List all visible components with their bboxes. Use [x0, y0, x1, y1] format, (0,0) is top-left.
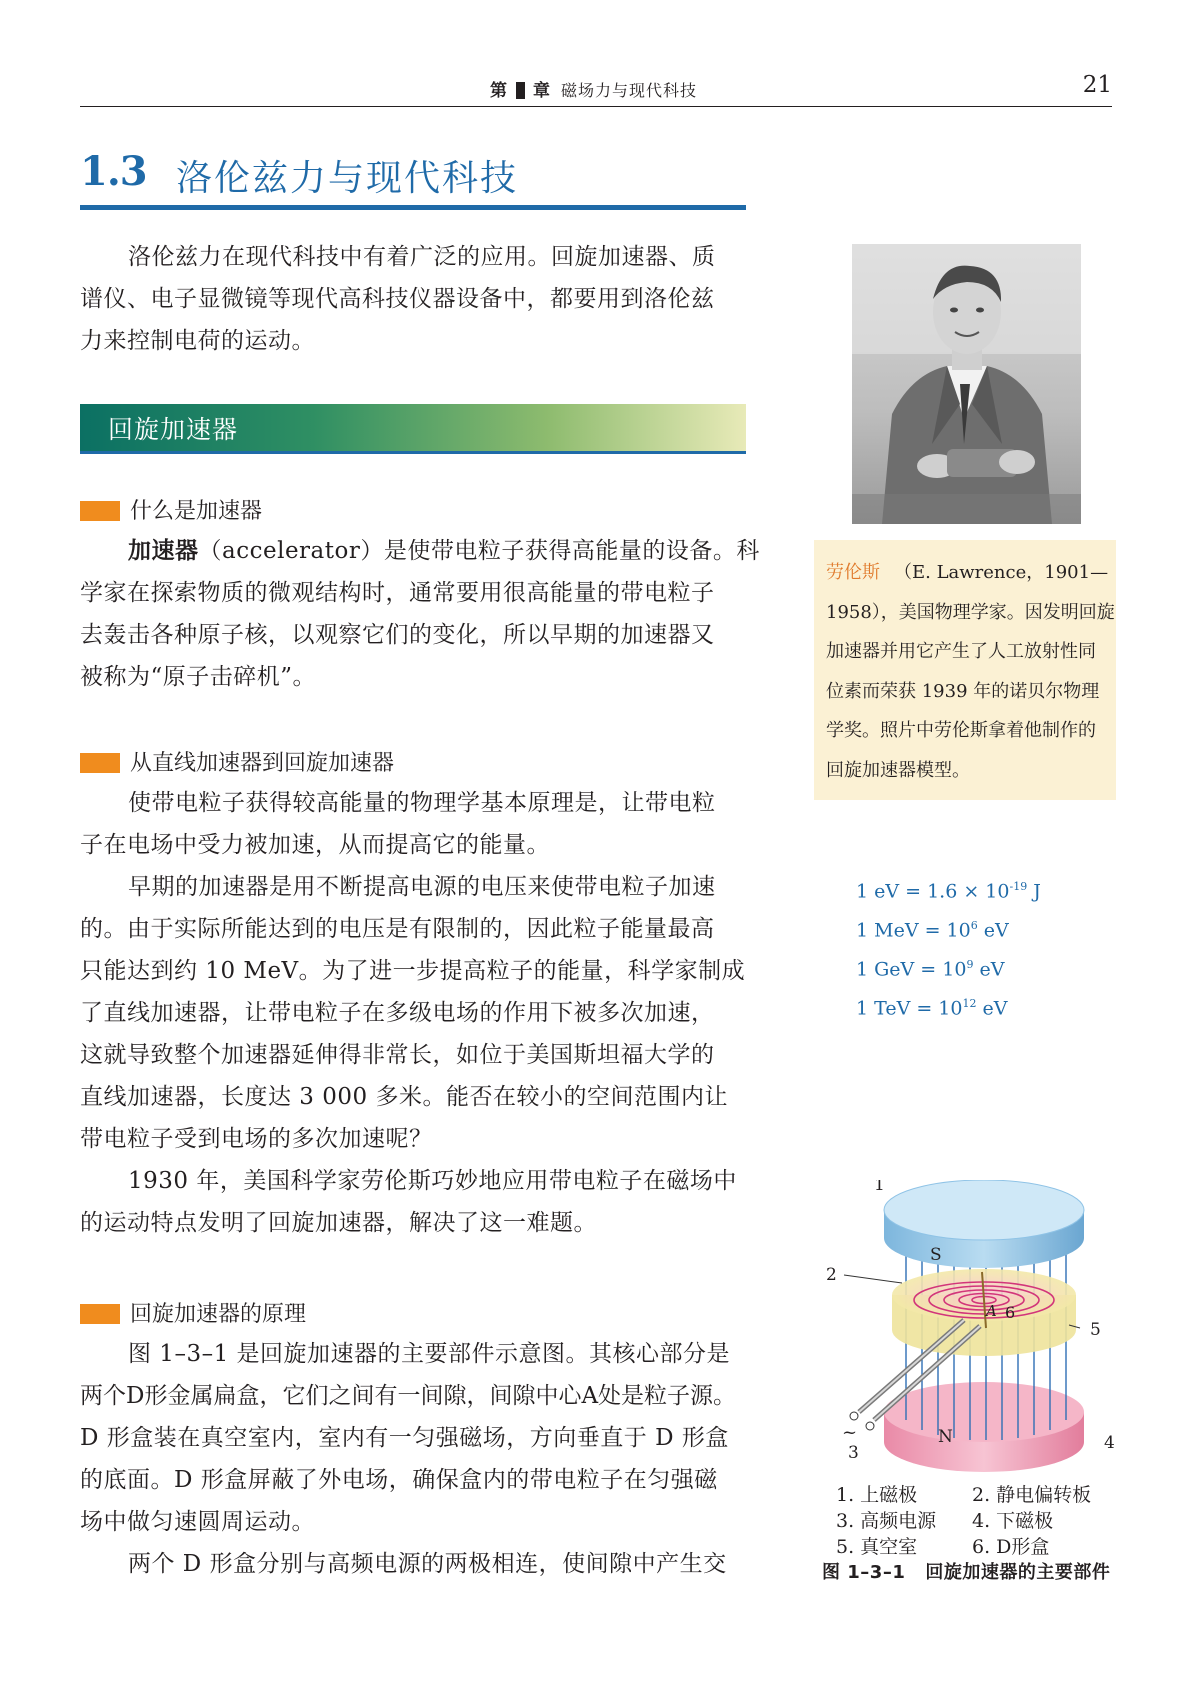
unit-ev [856, 880, 1041, 902]
para-line: 这就导致整个加速器延伸得非常长，如位于美国斯坦福大学的 [80, 1042, 715, 1068]
unit-rhs: J [1027, 880, 1041, 903]
figure-label-3: 3 [848, 1443, 859, 1463]
orange-marker [80, 753, 120, 773]
intro-line: 谱仪、电子显微镜等现代高科技仪器设备中，都要用到洛伦兹 [80, 286, 715, 312]
figure-label-A: A [986, 1302, 997, 1320]
para-line: 直线加速器，长度达 3 000 多米。能否在较小的空间范围内让 [80, 1084, 728, 1110]
para-line: 的运动特点发明了回旋加速器，解决了这一难题。 [80, 1210, 597, 1236]
figure-label-4: 4 [1104, 1433, 1115, 1453]
figure-caption-number: 图 1–3–1 [822, 1562, 906, 1583]
para-line: 带电粒子受到电场的多次加速呢？ [80, 1126, 433, 1152]
unit-mev [856, 919, 1009, 941]
para-line-text: （accelerator）是使带电粒子获得高能量的设备。科 [198, 538, 760, 564]
section-title-rule [80, 205, 746, 210]
unit-lhs: 1 eV = 1.6 × 10 [856, 880, 1010, 903]
subheading-linear-to-cyclotron [80, 746, 394, 777]
figure-caption-text: 回旋加速器的主要部件 [925, 1562, 1111, 1583]
unit-tev [856, 997, 1007, 1019]
unit-rhs: eV [977, 919, 1009, 942]
para-line: 了直线加速器，让带电粒子在多级电场的作用下被多次加速， [80, 1000, 715, 1026]
principle-paragraph [80, 782, 746, 866]
section-number: 1.3 [80, 148, 147, 195]
para-line: 两个 D 形盒分别与高频电源的两极相连，使间隙中产生交 [128, 1551, 727, 1577]
para-line: 场中做匀速圆周运动。 [80, 1509, 315, 1535]
intro-paragraph [80, 236, 746, 362]
unit-lhs: 1 TeV = 10 [856, 997, 963, 1020]
para-line: 被称为“原子击碎机”。 [80, 664, 317, 690]
intro-line: 洛伦兹力在现代科技中有着广泛的应用。回旋加速器、质 [128, 244, 716, 270]
para-line: 只能达到约 10 MeV。为了进一步提高粒子的能量，科学家制成 [80, 958, 746, 984]
bio-name: 劳伦斯 [826, 562, 880, 583]
early-accelerator-paragraph [80, 866, 746, 1160]
figure-label-2: 2 [826, 1265, 837, 1285]
term-accelerator: 加速器 [128, 537, 199, 564]
legend-item: 2. 静电偏转板 [972, 1484, 1092, 1506]
bio-line [826, 553, 1109, 593]
para-line: 去轰击各种原子核，以观察它们的变化，所以早期的加速器又 [80, 622, 715, 648]
unit-gev [856, 958, 1004, 980]
accelerator-paragraph [80, 530, 760, 698]
para-line: 早期的加速器是用不断提高电源的电压来使带电粒子加速 [128, 874, 716, 900]
orange-marker [80, 501, 120, 521]
unit-rhs: eV [973, 958, 1005, 981]
para-line: 的。由于实际所能达到的电压是有限制的，因此粒子能量最高 [80, 916, 715, 942]
unit-lhs: 1 MeV = 10 [856, 919, 971, 942]
para-line: 两个D形金属扁盒，它们之间有一间隙，间隙中心A处是粒子源。 [80, 1383, 737, 1409]
cyclotron-principle-paragraph [80, 1333, 746, 1543]
unit-exponent: 12 [962, 997, 977, 1010]
figure-label-6: 6 [1005, 1303, 1016, 1322]
subsection-band-label: 回旋加速器 [108, 415, 239, 444]
chapter-suffix: 章 [533, 81, 551, 101]
para-line: 学家在探索物质的微观结构时，通常要用很高能量的带电粒子 [80, 580, 715, 606]
orange-marker [80, 1304, 120, 1324]
running-header [490, 76, 697, 101]
chapter-number-mark [516, 82, 525, 99]
cyclotron-figure [814, 1180, 1134, 1480]
chapter-prefix: 第 [490, 81, 508, 101]
unit-lhs: 1 GeV = 10 [856, 958, 967, 981]
unit-exponent: -19 [1009, 880, 1028, 893]
figure-label-5: 5 [1090, 1320, 1101, 1340]
figure-label-1: 1 [874, 1180, 885, 1195]
unit-exponent: 9 [966, 958, 974, 971]
legend-item: 3. 高频电源 [836, 1510, 937, 1532]
bio-line: 回旋加速器模型。 [826, 759, 970, 781]
page-number: 21 [1082, 72, 1112, 98]
bio-line-text: （E. Lawrence，1901— [894, 562, 1109, 583]
para-line [80, 530, 760, 572]
chapter-name: 磁场力与现代科技 [561, 81, 698, 100]
subheading-cyclotron-principle [80, 1297, 306, 1328]
para-line: 的底面。D 形盒屏蔽了外电场，确保盒内的带电粒子在匀强磁 [80, 1467, 718, 1493]
bio-line: 加速器并用它产生了人工放射性同 [826, 641, 1096, 662]
subheading-text: 回旋加速器的原理 [130, 1302, 307, 1327]
header-rule [80, 106, 1112, 107]
lower-pole-top [884, 1382, 1084, 1442]
para-line: 使带电粒子获得较高能量的物理学基本原理是，让带电粒 [128, 790, 716, 816]
section-title: 洛伦兹力与现代科技 [176, 158, 519, 199]
figure-label-N: N [938, 1427, 953, 1447]
figure-label-rf: ~ [842, 1422, 858, 1443]
bio-line: 学奖。照片中劳伦斯拿着他制作的 [826, 720, 1096, 741]
lawrence-invention-paragraph [80, 1160, 746, 1244]
legend-item: 4. 下磁极 [972, 1510, 1054, 1532]
figure-label-S: S [930, 1245, 942, 1265]
legend-item: 1. 上磁极 [836, 1484, 918, 1506]
bio-line: 1958），美国物理学家。因发明回旋 [826, 601, 1115, 623]
legend-item: 6. D形盒 [972, 1536, 1050, 1558]
legend-item: 5. 真空室 [836, 1536, 918, 1558]
d-box-connection-paragraph [80, 1543, 746, 1585]
lawrence-bio-text [826, 553, 1115, 790]
para-line: 子在电场中受力被加速，从而提高它的能量。 [80, 832, 550, 858]
para-line: 图 1–3–1 是回旋加速器的主要部件示意图。其核心部分是 [128, 1341, 731, 1367]
subheading-what-is-accelerator [80, 494, 262, 525]
para-line: 1930 年，美国科学家劳伦斯巧妙地应用带电粒子在磁场中 [128, 1168, 737, 1194]
intro-line: 力来控制电荷的运动。 [80, 328, 315, 354]
bio-line: 位素而荣获 1939 年的诺贝尔物理 [826, 680, 1100, 702]
subheading-text: 从直线加速器到回旋加速器 [130, 751, 395, 776]
subheading-text: 什么是加速器 [130, 499, 263, 524]
para-line: D 形盒装在真空室内，室内有一匀强磁场，方向垂直于 D 形盒 [80, 1425, 729, 1451]
lawrence-portrait [852, 244, 1081, 524]
figure-caption [822, 1558, 1110, 1584]
unit-exponent: 6 [970, 919, 978, 932]
upper-pole-top [884, 1180, 1084, 1240]
subsection-band-underline [80, 451, 746, 454]
unit-rhs: eV [976, 997, 1008, 1020]
